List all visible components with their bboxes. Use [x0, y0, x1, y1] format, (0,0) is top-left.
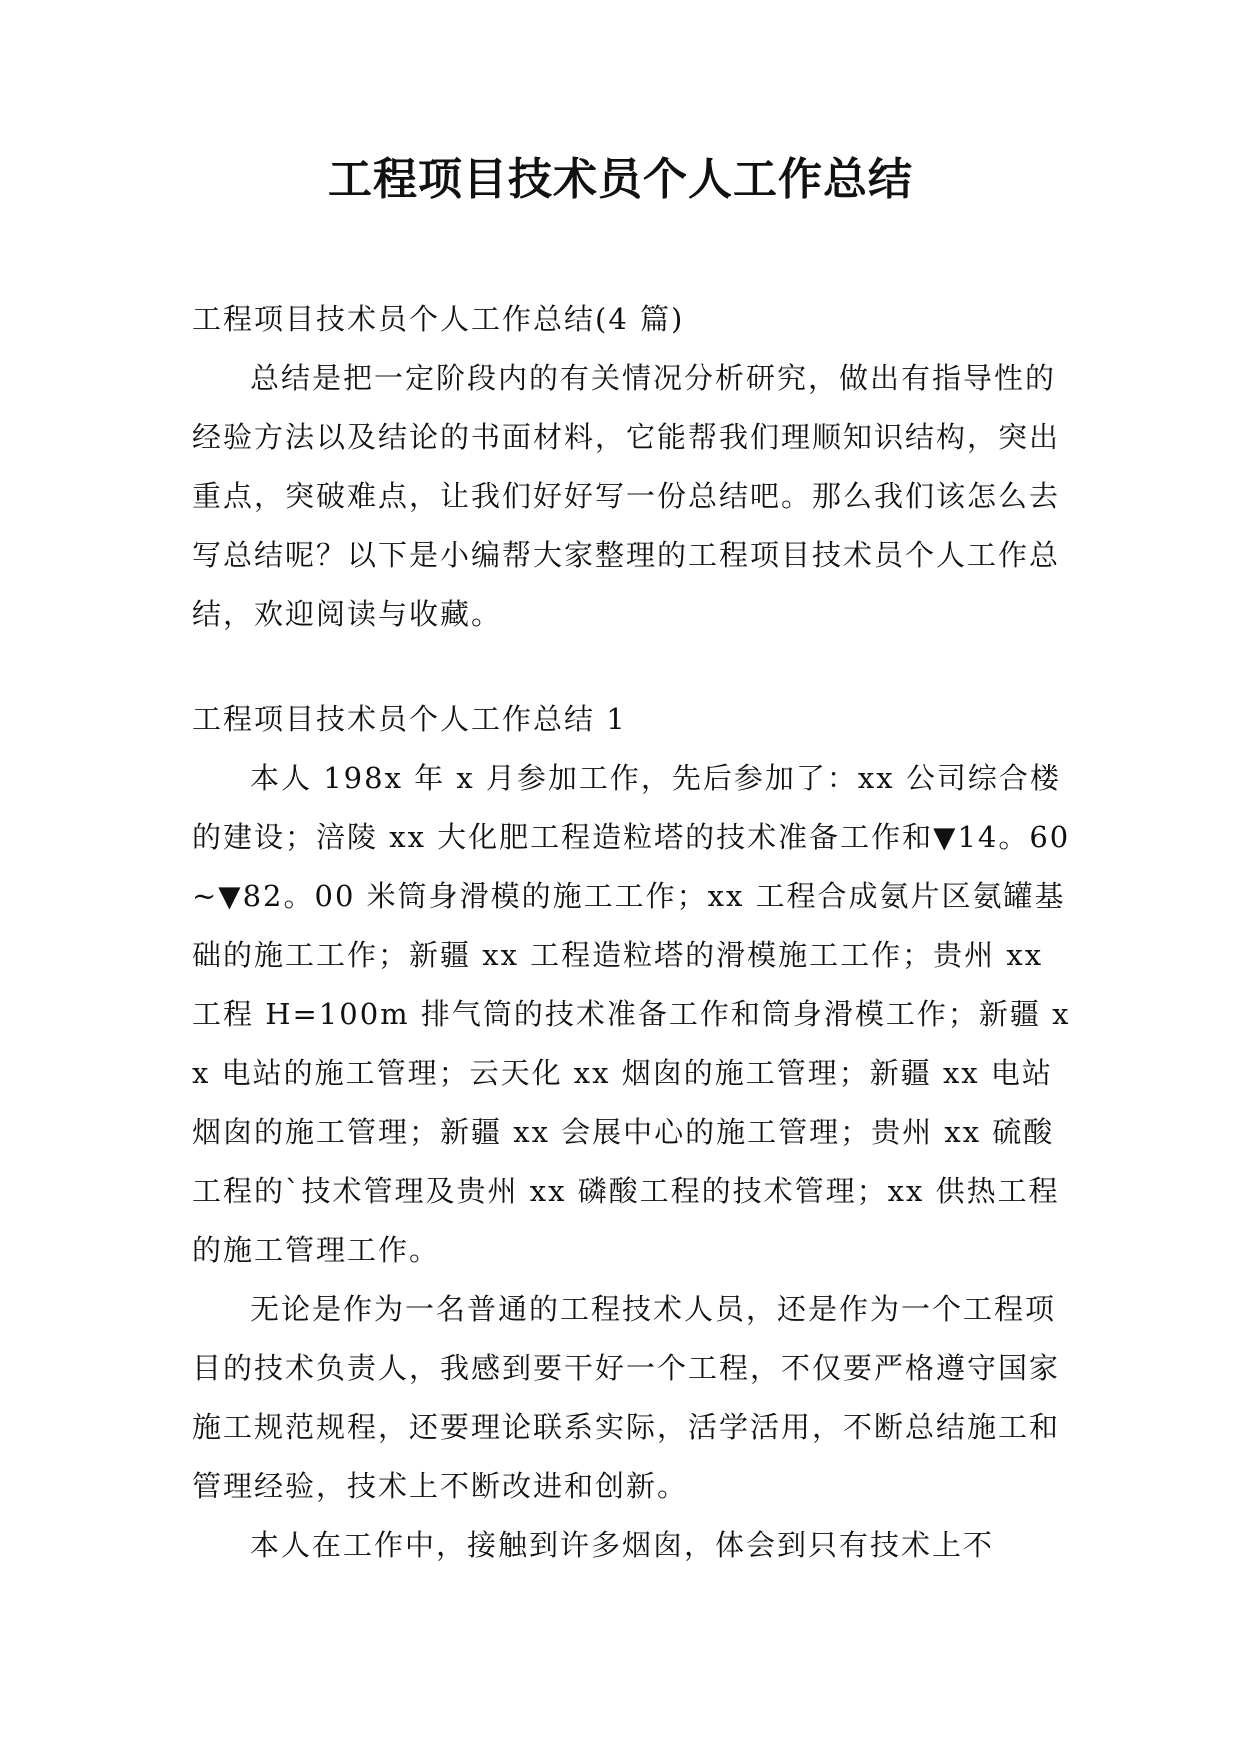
document-body — [192, 290, 1072, 1575]
section-heading: 工程项目技术员个人工作总结 1 — [192, 702, 627, 736]
document-title: 工程项目技术员个人工作总结 — [328, 154, 913, 205]
intro-paragraph: 总结是把一定阶段内的有关情况分析研究，做出有指导性的经验方法以及结论的书面材料，它能帮我们理顺知识结构，突出重点，突破难点，让我们好好写一份总结吧。那么我们该怎么去写总结呢？以下是小编帮大家整理的工程项目技术员个人工作总结，欢迎阅读与收藏。 — [192, 361, 1061, 631]
body-paragraph-2: 无论是作为一名普通的工程技术人员，还是作为一个工程项目的技术负责人，我感到要干好一个工程，不仅要严格遵守国家施工规范规程，还要理论联系实际，活学活用，不断总结施工和管理经验，技术上不断改进和创新。 — [192, 1292, 1061, 1503]
document-subtitle: 工程项目技术员个人工作总结(4 篇) — [192, 302, 685, 336]
body-paragraph-3: 本人在工作中，接触到许多烟囱，体会到只有技术上不 — [250, 1528, 995, 1562]
body-paragraph-1: 本人 198x 年 x 月参加工作，先后参加了：xx 公司综合楼的建设；涪陵 xx 大化肥工程造粒塔的技术准备工作和▼14。60~▼82。00 米筒身滑模的施工工作；xx 工程合成氨片区氨罐基础的施工工作；新疆 xx 工程造粒塔的滑模施工工作；贵州 xx 工程 H=100m 排气筒的技术准备工作和筒身滑模工作；新疆 xx 电站的施工管理；云天化 xx 烟囱的施工管理；新疆 xx 电站烟囱的施工管理；新疆 xx 会展中心的施工管理；贵州 xx 硫酸工程的`技术管理及贵州 xx 磷酸工程的技术管理；xx 供热工程的施工管理工作。 — [192, 761, 1071, 1267]
